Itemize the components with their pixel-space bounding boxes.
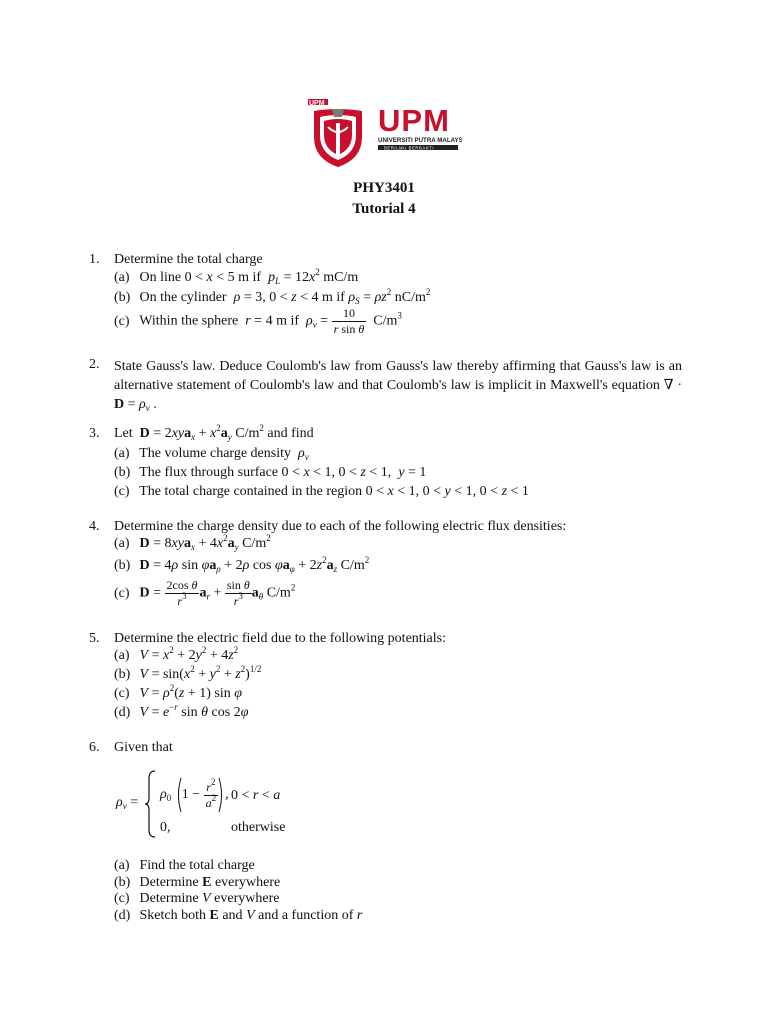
svg-text:UPM: UPM [309, 100, 325, 107]
question-4b-label: (b) [114, 558, 131, 573]
course-code: PHY3401 [353, 180, 415, 196]
question-3b: (b) The flux through surface 0 < x < 1, 0 < z < 1, y = 1 [114, 465, 427, 480]
question-5a-label: (a) [114, 648, 130, 663]
question-5-number: 5. [89, 631, 100, 646]
question-5b-label: (b) [114, 667, 131, 682]
question-5d: (d) $V = e^{-r}$ sin θ cos 2φ [114, 702, 249, 720]
question-1a-label: (a) [114, 270, 130, 285]
question-6a-label: (a) [114, 858, 130, 873]
question-4a-label: (a) [114, 536, 130, 551]
question-4b: (b) D = 4ρ $\sin \varphi a_\rho + 2\rho$ $\cos \varphi a_\varphi + 2z^2a_z$ $C/m^2$ [114, 555, 370, 574]
question-1-text: Determine the total charge [114, 252, 263, 267]
svg-text:BERILMU BERBAKTI: BERILMU BERBAKTI [384, 145, 435, 151]
question-6-number: 6. [89, 740, 100, 755]
question-1b-label: (b) [114, 290, 131, 305]
fraction-sin-over-r3: $\frac{\text{sin θ}}{r^3}$ [226, 578, 250, 608]
question-3b-label: (b) [114, 465, 131, 480]
question-6-text: Given that [114, 740, 173, 755]
question-3a: (a) The volume charge density $\rho_v$ [114, 446, 309, 462]
question-1-number: 1. [89, 252, 100, 267]
question-3c: (c) The total charge contained in the region 0 < x < 1, 0 < y < 1, 0 < z < 1 [114, 484, 529, 499]
question-1c: (c) Within the sphere r = 4 m if $\rho_v$ = $\frac{10}{\text{r sin θ}}$ $C/m^3$ [114, 306, 402, 336]
question-4-text: Determine the charge density due to each of the following electric flux densities: [114, 519, 567, 534]
question-6c: (c) Determine V everywhere [114, 891, 280, 906]
upm-logo-graphic [306, 97, 462, 169]
question-6a-text: Find the total charge [139, 858, 255, 873]
fraction-2cos-over-r3: $\frac{\text{2cos θ}}{r^3}$ [166, 578, 198, 608]
tutorial-title: Tutorial 4 [352, 201, 416, 217]
piecewise-case-1-condition: 0 < r < a [231, 788, 281, 803]
question-6a [114, 858, 255, 874]
piecewise-case-2: 0, [160, 820, 171, 835]
question-2-text: State Gauss's law. Deduce Coulomb's law from Gauss's law thereby affirming that Gauss's law is an alternative statement of Coulomb's law and that Coulomb's law is implicit in Maxwell's equation ∇ · $D = \rho_v$ . [114, 359, 682, 413]
question-1c-label: (c) [114, 313, 130, 329]
question-6d: (d) Sketch both E and V and a function of r [114, 908, 363, 923]
piecewise-case-2-condition: otherwise [231, 820, 286, 835]
question-2-number: 2. [89, 357, 100, 372]
question-3-text: Let $D = 2xya_x + x^2a_y$ $C/m^2$ and find [114, 423, 314, 442]
question-6b-label: (b) [114, 875, 131, 890]
question-4c-label: (c) [114, 585, 130, 601]
equation-lhs: $\rho_v$ = [116, 795, 139, 811]
question-4a: (a) $D = 8xya_x + 4x^2a_y$ $C/m^2$ [114, 533, 271, 552]
question-5a: (a) $V = x^2 + 2y^2 + 4z^2$ [114, 645, 239, 663]
question-3a-label: (a) [114, 446, 130, 461]
question-6c-label: (c) [114, 891, 130, 906]
svg-text:UPM: UPM [378, 103, 450, 138]
question-6b: (b) Determine E everywhere [114, 875, 281, 890]
piecewise-case-1: $\rho_0$ 1 − $\frac{r^2}{a^2}$ , [160, 777, 229, 813]
fraction-r2-over-a2: $\frac{r^2}{a^2}$ [205, 776, 217, 810]
upm-logo [306, 97, 462, 169]
question-1b: (b) On the cylinder ρ = 3, 0 < z < 4 m if $\rho_S = \rho z^2$ $nC/m^2$ [114, 287, 431, 306]
question-4-number: 4. [89, 519, 100, 534]
question-4c: (c) D = $\frac{\text{2cos θ}}{r^3}$ $a_r$ + $\frac{\text{sin θ}}{r^3}$ $a_\theta$ $C/m^2$ [114, 578, 296, 608]
question-5b: (b) $V = \sin(x^2 + y^2 + z^2)^{1/2}$ [114, 664, 262, 682]
question-5c-label: (c) [114, 686, 130, 701]
question-5c: (c) $V = \rho^2(z + 1)$ sin φ [114, 683, 242, 701]
question-5d-label: (d) [114, 705, 131, 720]
question-5-text: Determine the electric field due to the following potentials: [114, 631, 447, 646]
svg-text:UNIVERSITI PUTRA MALAYSIA: UNIVERSITI PUTRA MALAYSIA [378, 137, 462, 144]
fraction-10-over-rsin: $\frac{10}{\text{r sin θ}}$ [333, 306, 365, 336]
question-3c-label: (c) [114, 484, 130, 499]
question-6d-label: (d) [114, 908, 131, 923]
question-3-number: 3. [89, 426, 100, 441]
question-1a: (a) On line 0 < x < 5 m if $p_L = 12x^2$ mC/m [114, 267, 359, 286]
piecewise-brace [144, 770, 156, 843]
